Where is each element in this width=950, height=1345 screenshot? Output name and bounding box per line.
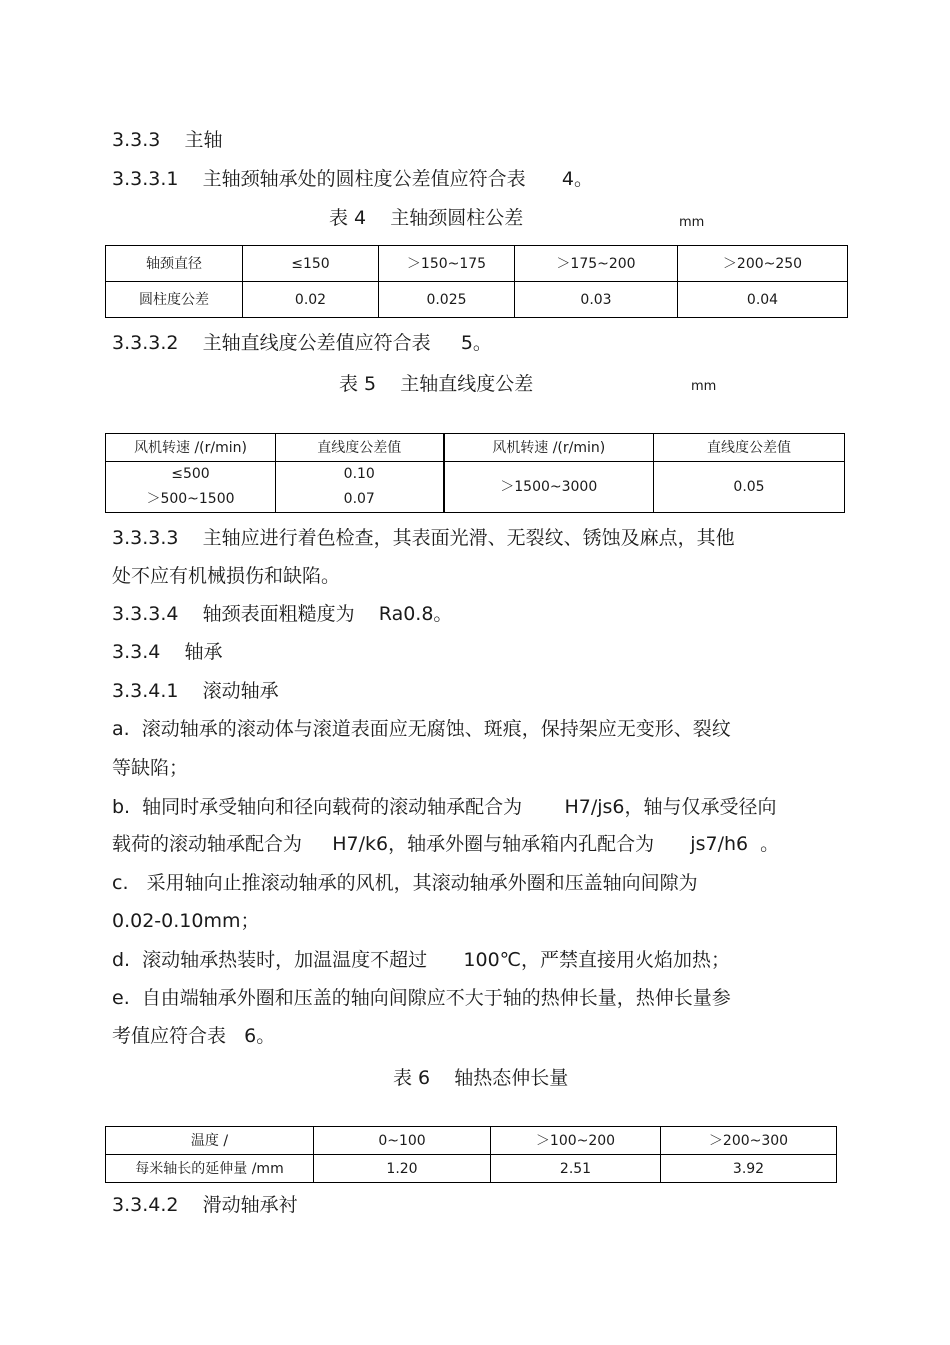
table4 bbox=[105, 245, 848, 318]
table6-caption: 表 6 轴热态伸长量 bbox=[393, 1067, 569, 1089]
table-row bbox=[106, 462, 845, 513]
speed-value: ＞500~1500 bbox=[146, 491, 235, 507]
table-cell: 0.04 bbox=[678, 282, 848, 318]
clause-3-3-3-3: 3.3.3.3 主轴应进行着色检查，其表面光滑、无裂纹、锈蚀及麻点，其他 bbox=[112, 527, 735, 549]
table-row bbox=[106, 1127, 837, 1155]
item-e-cont: 考值应符合表 6。 bbox=[112, 1025, 276, 1047]
item-e: e. 自由端轴承外圈和压盖的轴向间隙应不大于轴的热伸长量，热伸长量参 bbox=[112, 987, 731, 1009]
table-row bbox=[106, 1155, 837, 1183]
table5 bbox=[105, 433, 845, 513]
table5-unit: mm bbox=[691, 379, 717, 394]
table-cell: 直线度公差值 bbox=[654, 434, 845, 462]
clause-3-3-3-2: 3.3.3.2 主轴直线度公差值应符合表 5。 bbox=[112, 332, 492, 354]
clause-3-3-3-4: 3.3.3.4 轴颈表面粗糙度为 Ra0.8。 bbox=[112, 603, 453, 625]
table-cell: 3.92 bbox=[661, 1155, 837, 1183]
speed-value: ≤500 bbox=[171, 466, 210, 482]
table-cell: 圆柱度公差 bbox=[106, 282, 243, 318]
table4-unit: mm bbox=[679, 215, 705, 230]
table-cell: 温度 / bbox=[106, 1127, 314, 1155]
table-cell: 1.20 bbox=[314, 1155, 491, 1183]
table-row bbox=[106, 246, 848, 282]
item-b: b. 轴同时承受轴向和径向载荷的滚动轴承配合为 H7/js6，轴与仅承受径向 bbox=[112, 796, 777, 818]
table-cell: 每米轴长的延伸量 /mm bbox=[106, 1155, 314, 1183]
clause-3-3-3-1: 3.3.3.1 主轴颈轴承处的圆柱度公差值应符合表 4。 bbox=[112, 168, 593, 190]
table-cell: 2.51 bbox=[491, 1155, 661, 1183]
table-cell: ＞100~200 bbox=[491, 1127, 661, 1155]
table-cell: ＞200~300 bbox=[661, 1127, 837, 1155]
table-row bbox=[106, 282, 848, 318]
table-cell bbox=[106, 462, 276, 513]
item-d: d. 滚动轴承热装时，加温温度不超过 100℃，严禁直接用火焰加热； bbox=[112, 949, 731, 971]
table-cell: 0.05 bbox=[654, 462, 845, 513]
table6 bbox=[105, 1126, 837, 1183]
item-b-cont: 载荷的滚动轴承配合为 H7/k6，轴承外圈与轴承箱内孔配合为 js7/h6 。 bbox=[112, 833, 780, 855]
item-c-cont: 0.02-0.10mm； bbox=[112, 910, 260, 932]
table-cell: 直线度公差值 bbox=[276, 434, 444, 462]
item-c: c. 采用轴向止推滚动轴承的风机，其滚动轴承外圈和压盖轴向间隙为 bbox=[112, 872, 698, 894]
table-cell: ＞200~250 bbox=[678, 246, 848, 282]
table-cell bbox=[276, 462, 444, 513]
table5-caption: 表 5 主轴直线度公差 bbox=[339, 373, 534, 395]
table-cell: 0.02 bbox=[243, 282, 379, 318]
table-cell: ≤150 bbox=[243, 246, 379, 282]
table-cell: 0~100 bbox=[314, 1127, 491, 1155]
heading-3-3-3: 3.3.3 主轴 bbox=[112, 129, 223, 151]
table-cell: 0.03 bbox=[515, 282, 678, 318]
table-cell: 风机转速 /(r/min) bbox=[106, 434, 276, 462]
table-cell: ＞1500~3000 bbox=[444, 462, 654, 513]
table-cell: 0.025 bbox=[379, 282, 515, 318]
heading-3-3-4: 3.3.4 轴承 bbox=[112, 641, 223, 663]
item-a-cont: 等缺陷； bbox=[112, 757, 189, 779]
table-cell: ＞150~175 bbox=[379, 246, 515, 282]
clause-3-3-4-1: 3.3.4.1 滚动轴承 bbox=[112, 680, 279, 702]
table-cell: ＞175~200 bbox=[515, 246, 678, 282]
table4-caption: 表 4 主轴颈圆柱公差 bbox=[329, 207, 524, 229]
clause-3-3-4-2: 3.3.4.2 滑动轴承衬 bbox=[112, 1194, 298, 1216]
table-row bbox=[106, 434, 845, 462]
tolerance-value: 0.07 bbox=[343, 491, 375, 507]
table-cell: 轴颈直径 bbox=[106, 246, 243, 282]
tolerance-value: 0.10 bbox=[343, 466, 375, 482]
table-cell: 风机转速 /(r/min) bbox=[444, 434, 654, 462]
item-a: a. 滚动轴承的滚动体与滚道表面应无腐蚀、斑痕，保持架应无变形、裂纹 bbox=[112, 718, 731, 740]
clause-3-3-3-3-cont: 处不应有机械损伤和缺陷。 bbox=[112, 565, 341, 587]
